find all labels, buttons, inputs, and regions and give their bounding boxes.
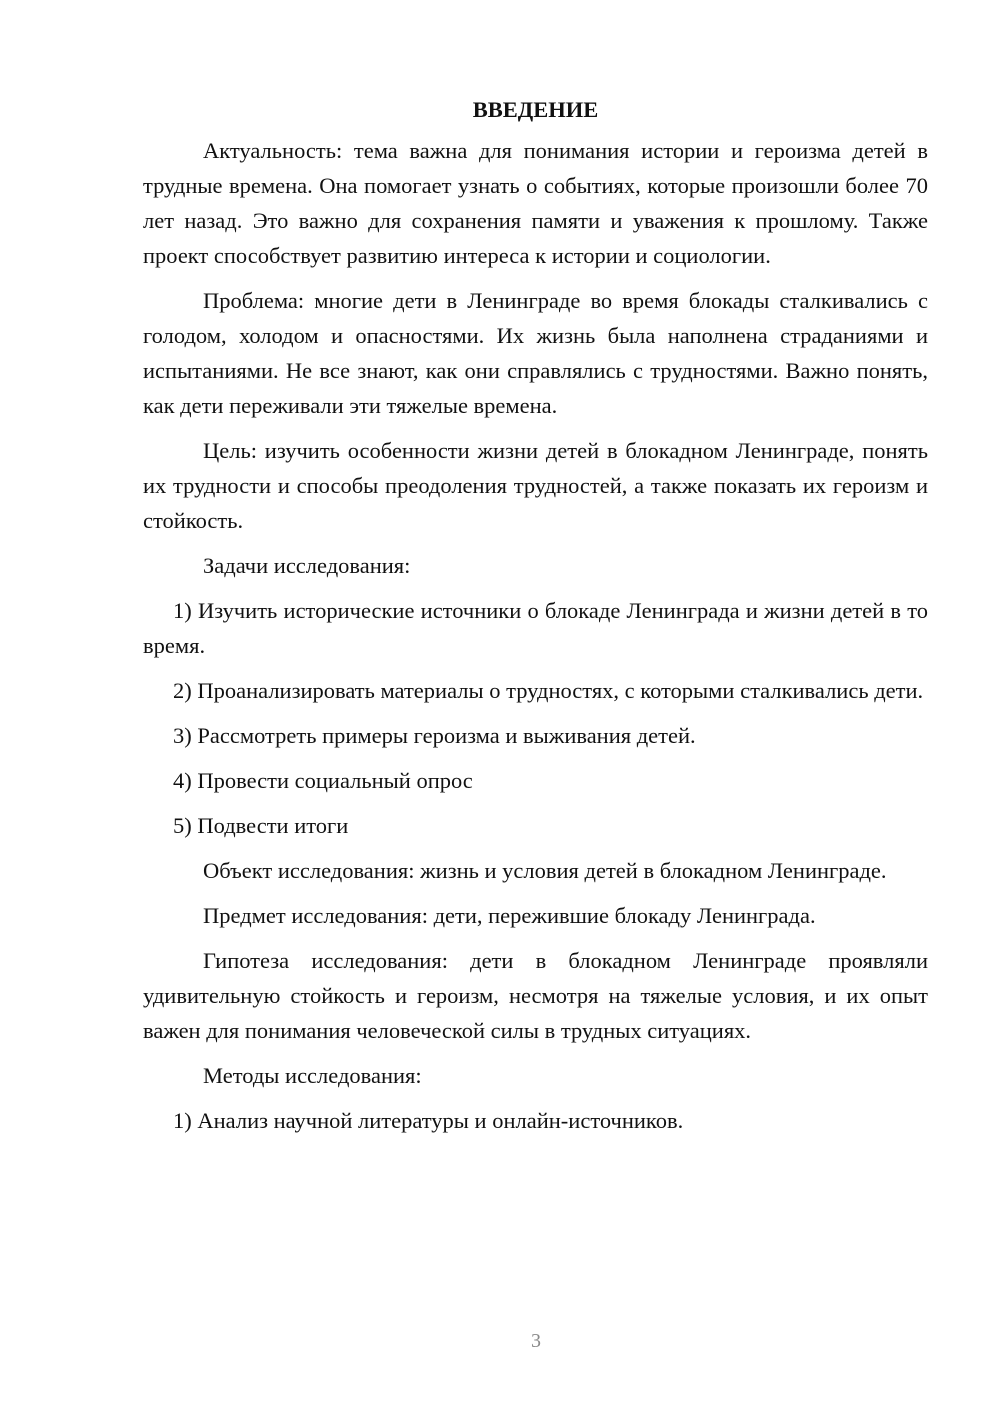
paragraph-object: Объект исследования: жизнь и условия детей в блокадном Ленинграде. — [203, 858, 887, 883]
task-item-4: 4) Провести социальный опрос — [173, 768, 473, 793]
paragraph-tasks-title: Задачи исследования: — [203, 553, 411, 578]
task-item-3: 3) Рассмотреть примеры героизма и выживания детей. — [173, 723, 696, 748]
task-item-5: 5) Подвести итоги — [173, 813, 349, 838]
paragraph-goal: Цель: изучить особенности жизни детей в блокадном Ленинграде, понять их трудности и способы преодоления трудностей, а также показать их героизм и стойкость. — [143, 438, 928, 533]
page-number: 3 — [531, 1330, 541, 1352]
paragraph-hypothesis: Гипотеза исследования: дети в блокадном Ленинграде проявляли удивительную стойкость и героизм, несмотря на тяжелые условия, и их опыт важен для понимания человеческой силы в трудных ситуациях. — [143, 948, 928, 1043]
document-page — [143, 92, 928, 1148]
paragraph-relevance: Актуальность: тема важна для понимания истории и героизма детей в трудные времена. Она помогает узнать о событиях, которые произошли более 70 лет назад. Это важно для сохранения памяти и уважения к прошлому. Также проект способствует развитию интереса к истории и социологии. — [143, 138, 928, 268]
method-item-1: 1) Анализ научной литературы и онлайн-источников. — [173, 1108, 684, 1133]
paragraph-problem: Проблема: многие дети в Ленинграде во время блокады сталкивались с голодом, холодом и опасностями. Их жизнь была наполнена страданиями и испытаниями. Не все знают, как они справлялись с трудностями. Важно понять, как дети переживали эти тяжелые времена. — [143, 288, 928, 418]
paragraph-methods-title: Методы исследования: — [203, 1063, 422, 1088]
task-item-1: 1) Изучить исторические источники о блокаде Ленинграда и жизни детей в то время. — [143, 598, 928, 658]
task-item-2: 2) Проанализировать материалы о трудностях, с которыми сталкивались дети. — [173, 678, 924, 703]
paragraph-subject: Предмет исследования: дети, пережившие блокаду Ленинграда. — [203, 903, 816, 928]
section-heading: ВВЕДЕНИЕ — [472, 97, 599, 122]
